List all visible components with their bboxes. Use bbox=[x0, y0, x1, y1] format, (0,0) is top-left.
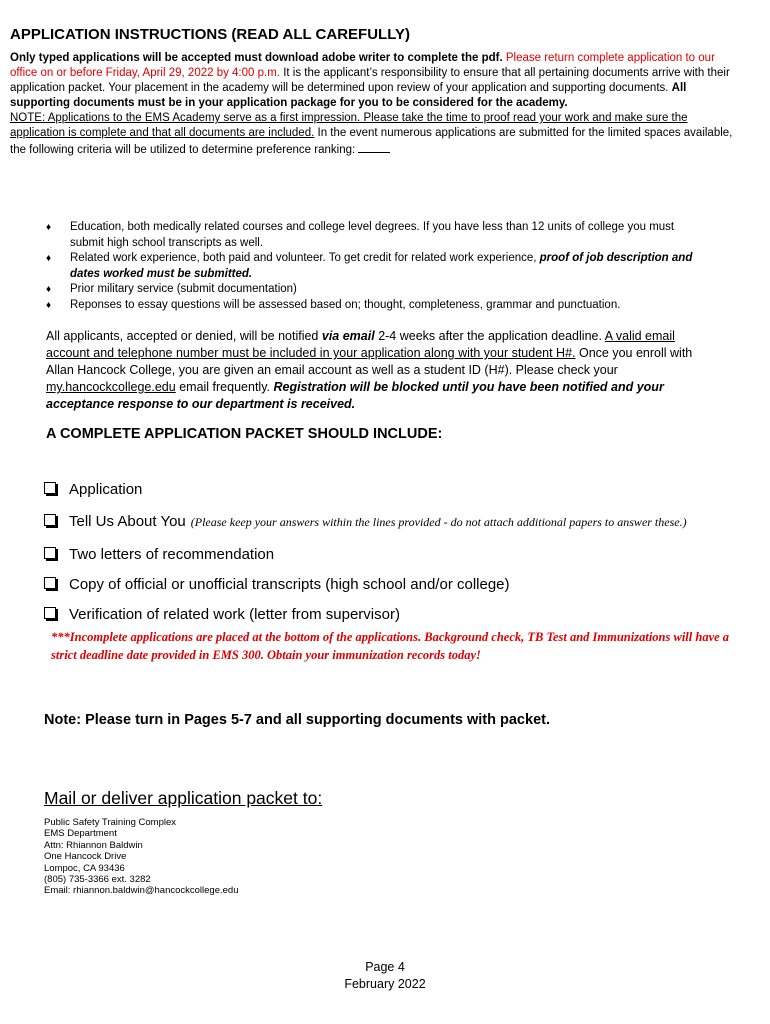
notify-text-1: All applicants, accepted or denied, will be notified bbox=[46, 329, 319, 343]
criteria-education: Education, both medically related courses and college level degrees. If you have less than 12 units of college you must submit high school transcripts as well. bbox=[70, 221, 675, 249]
address-line: One Hancock Drive bbox=[44, 851, 127, 863]
list-item bbox=[46, 220, 696, 251]
address-email: Email: rhiannon.baldwin@hancockcollege.edu bbox=[44, 885, 239, 897]
pages-note: Note: Please turn in Pages 5-7 and all supporting documents with packet. bbox=[44, 712, 550, 728]
diamond-bullet-icon: ♦ bbox=[46, 253, 52, 265]
list-item bbox=[46, 251, 696, 282]
checklist-note: (Please keep your answers within the lines provided - do not attach additional papers to answer these.) bbox=[190, 515, 687, 529]
list-item bbox=[46, 282, 696, 298]
checklist-label: Two letters of recommendation bbox=[69, 546, 275, 563]
notification-paragraph bbox=[46, 328, 696, 413]
checklist-label: Copy of official or unofficial transcripts (high school and/or college) bbox=[69, 576, 510, 593]
page-footer bbox=[0, 959, 770, 992]
criteria-work-proof: proof of job description and dates worked must be submitted. bbox=[70, 252, 693, 280]
address-line: Attn: Rhiannon Baldwin bbox=[44, 839, 143, 851]
list-item bbox=[46, 298, 696, 314]
checkbox-icon bbox=[44, 607, 56, 619]
notify-text-4: email frequently. bbox=[179, 380, 270, 394]
intro-text-1: It is the applicant’s responsibility to ensure that all pertaining documents arrive with their application packet. Your placement in the academy will be determined upon review of your application and supporting documents. bbox=[10, 67, 730, 95]
checklist-item bbox=[44, 481, 142, 498]
packet-heading: A COMPLETE APPLICATION PACKET SHOULD INCLUDE: bbox=[46, 426, 443, 442]
checklist-label: Application bbox=[69, 481, 143, 498]
checklist-item bbox=[44, 546, 274, 563]
intro-bold-lead: Only typed applications will be accepted must download adobe writer to complete the pdf. bbox=[10, 52, 503, 64]
criteria-list bbox=[46, 220, 696, 314]
diamond-bullet-icon: ♦ bbox=[46, 299, 52, 311]
intro-note: NOTE: Applications to the EMS Academy serve as a first impression. Please take the time to proof read your work and make sure the application is complete and that all documents are included. bbox=[10, 112, 688, 140]
page-title: APPLICATION INSTRUCTIONS (READ ALL CAREFULLY) bbox=[10, 26, 410, 43]
notify-text-2: 2-4 weeks after the application deadline. bbox=[378, 329, 602, 343]
blank-line bbox=[358, 142, 390, 153]
diamond-bullet-icon: ♦ bbox=[46, 284, 52, 296]
checklist-item bbox=[44, 513, 687, 530]
diamond-bullet-icon: ♦ bbox=[46, 222, 52, 233]
checklist-item bbox=[44, 606, 400, 623]
mailing-address bbox=[44, 817, 239, 897]
criteria-work-experience bbox=[70, 251, 696, 282]
checkbox-icon bbox=[44, 514, 56, 526]
checklist-label: Tell Us About You bbox=[69, 513, 186, 530]
intro-paragraph bbox=[10, 51, 736, 158]
checkbox-icon bbox=[44, 547, 56, 559]
intro-bold-requirement: All supporting documents must be in your application package for you to be considered for the academy. bbox=[10, 82, 687, 110]
intro-text-2: In the event numerous applications are submitted for the limited spaces available, the following criteria will be utilized to determine preference ranking: bbox=[10, 127, 733, 156]
checklist-label: Verification of related work (letter from supervisor) bbox=[69, 606, 400, 623]
deadline-text: Please return complete application to our office on or before Friday, April 29, 2022 by 4:00 p.m. bbox=[10, 52, 715, 80]
checklist-item bbox=[44, 576, 510, 593]
notify-registration-warning: Registration will be blocked until you have been notified and your acceptance response to our department is received. bbox=[46, 380, 664, 411]
criteria-work-text: Related work experience, both paid and volunteer. To get credit for related work experience, bbox=[70, 252, 537, 265]
address-line: EMS Department bbox=[44, 828, 117, 840]
notify-text-3: Once you enroll with Allan Hancock College, you are given an email account as well as a student ID (H#). Please check your bbox=[46, 346, 693, 377]
address-phone: (805) 735-3366 ext. 3282 bbox=[44, 874, 151, 886]
notify-requirement: A valid email account and telephone number must be included in your application along with your student H#. bbox=[46, 329, 675, 360]
footer-date: February 2022 bbox=[344, 976, 426, 991]
criteria-military: Prior military service (submit documentation) bbox=[70, 283, 297, 296]
notify-via-email: via email bbox=[321, 329, 375, 343]
checkbox-icon bbox=[44, 482, 56, 494]
address-line: Public Safety Training Complex bbox=[44, 817, 177, 828]
criteria-essay: Reponses to essay questions will be assessed based on; thought, completeness, grammar and punctuation. bbox=[70, 298, 621, 311]
address-line: Lompoc, CA 93436 bbox=[44, 862, 125, 874]
mail-heading: Mail or deliver application packet to: bbox=[44, 788, 323, 808]
page-number: Page 4 bbox=[365, 960, 405, 974]
portal-link[interactable]: my.hancockcollege.edu bbox=[46, 380, 176, 394]
incomplete-warning: ***Incomplete applications are placed at the bottom of the applications. Background check, TB Test and Immunizations will have a strict deadline date provided in EMS 300. Obtain your immunization records today! bbox=[51, 630, 730, 662]
checkbox-icon bbox=[44, 577, 56, 589]
